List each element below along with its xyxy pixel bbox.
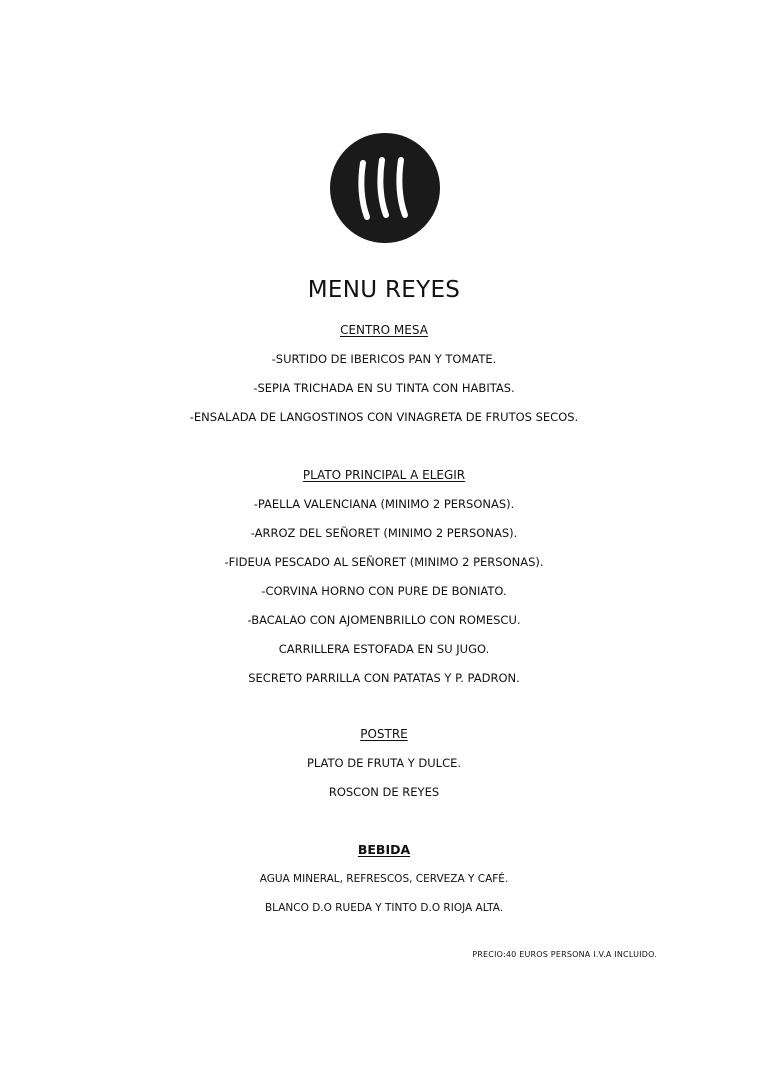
- menu-item: -CORVINA HORNO CON PURE DE BONIATO.: [261, 584, 507, 598]
- menu-item: -PAELLA VALENCIANA (MINIMO 2 PERSONAS).: [253, 497, 515, 511]
- menu-item: CARRILLERA ESTOFADA EN SU JUGO.: [278, 642, 490, 656]
- menu-item: -SURTIDO DE IBERICOS PAN Y TOMATE.: [271, 352, 497, 366]
- menu-item: SECRETO PARRILLA CON PATATAS Y P. PADRON.: [248, 671, 520, 685]
- menu-item: BLANCO D.O RUEDA Y TINTO D.O RIOJA ALTA.: [264, 902, 504, 914]
- menu-item: AGUA MINERAL, REFRESCOS, CERVEZA Y CAFÉ.: [259, 873, 509, 885]
- section-heading: CENTRO MESA: [340, 323, 428, 337]
- menu-item: PLATO DE FRUTA Y DULCE.: [306, 756, 462, 770]
- menu-item: -FIDEUA PESCADO AL SEÑORET (MINIMO 2 PERSONAS).: [224, 555, 544, 569]
- menu-item: -ENSALADA DE LANGOSTINOS CON VINAGRETA DE FRUTOS SECOS.: [189, 410, 579, 424]
- section-heading: PLATO PRINCIPAL A ELEGIR: [302, 468, 466, 482]
- menu-item: ROSCON DE REYES: [328, 785, 440, 799]
- menu-item: -BACALAO CON AJOMENBRILLO CON ROMESCU.: [247, 613, 521, 627]
- restaurant-logo-icon: [330, 133, 440, 243]
- section-heading: BEBIDA: [357, 842, 411, 857]
- menu-title: MENU REYES: [307, 277, 461, 303]
- price-note: PRECIO:40 EUROS PERSONA I.V.A INCLUIDO.: [472, 950, 657, 959]
- menu-item: -ARROZ DEL SEÑORET (MINIMO 2 PERSONAS).: [250, 526, 518, 540]
- section-centro-mesa: [0, 321, 768, 426]
- section-postre: [0, 725, 768, 801]
- menu-item: -SEPIA TRICHADA EN SU TINTA CON HABITAS.: [253, 381, 515, 395]
- section-bebida: [0, 841, 768, 917]
- section-plato-principal: [0, 466, 768, 687]
- section-heading: POSTRE: [360, 727, 408, 741]
